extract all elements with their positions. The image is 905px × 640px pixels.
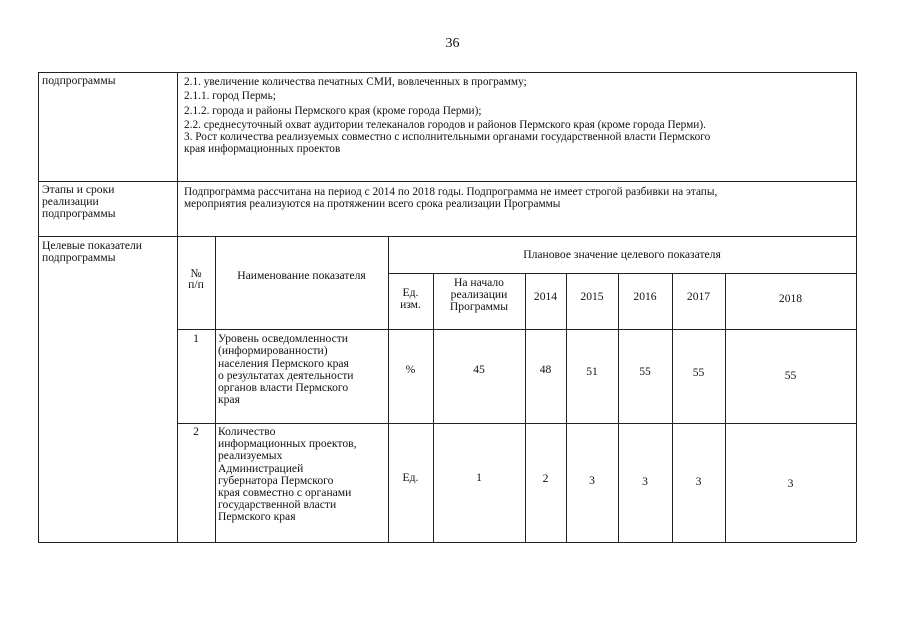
table-border-bottom (38, 542, 856, 543)
col-divider (388, 236, 389, 542)
goal-line: 2.2. среднесуточный охват аудитории телеканалов городов и районов Пермского края (кроме города Перми). (184, 118, 706, 131)
goal-line: края информационных проектов (184, 142, 341, 155)
item-unit: Ед. (402, 471, 419, 484)
header-divider (388, 273, 856, 274)
header-divider (177, 329, 856, 330)
item-divider (177, 423, 856, 424)
item-value-2017: 3 (695, 475, 702, 488)
item-value-2018: 3 (787, 477, 794, 490)
table-border-left (38, 72, 39, 542)
item-value-2017: 55 (692, 366, 705, 379)
col-divider (618, 273, 619, 542)
header-program-start: На начало реализации Программы (449, 276, 509, 313)
col-divider (566, 273, 567, 542)
item-start-value: 1 (476, 471, 482, 484)
header-year-2014: 2014 (533, 290, 558, 303)
item-value-2015: 51 (586, 365, 598, 378)
col-divider (525, 273, 526, 542)
header-year-2017: 2017 (686, 290, 711, 303)
header-plan-title: Плановое значение целевого показателя (523, 248, 721, 261)
header-year-2018: 2018 (778, 292, 803, 305)
row-label-indicators: Целевые показатели подпрограммы (42, 239, 142, 264)
subprogram-goals-text (184, 75, 854, 155)
item-name: Уровень осведомленности (информированности) населения Пермского края о результатах деятельности органов власти Пермского края (218, 332, 354, 407)
header-unit: Ед. изм. (400, 286, 421, 311)
col-divider (433, 273, 434, 542)
item-value-2015: 3 (589, 474, 595, 487)
passport-table (38, 72, 856, 542)
table-border-top (38, 72, 856, 73)
table-border-right (856, 72, 857, 542)
row-label-stages: Этапы и сроки реализации подпрограммы (42, 183, 116, 220)
goal-line: 2.1. увеличение количества печатных СМИ, вовлеченных в программу; (184, 76, 527, 88)
col-divider (672, 273, 673, 542)
item-value-2016: 3 (642, 475, 648, 488)
item-start-value: 45 (473, 363, 485, 376)
item-number: 1 (193, 332, 199, 345)
goal-line: 3. Рост количества реализуемых совместно с исполнительными органами государственной власти Пермского (184, 131, 711, 144)
header-number: № п/п (188, 267, 204, 291)
col-divider (725, 273, 726, 542)
row-label-subprogram: подпрограммы (42, 74, 116, 87)
header-year-2016: 2016 (633, 290, 657, 303)
row-divider (38, 181, 856, 182)
page-number: 36 (445, 36, 460, 51)
row-divider (38, 236, 856, 237)
goal-line: 2.1.2. города и районы Пермского края (кроме города Перми); (184, 104, 482, 117)
goal-line: 2.1.1. город Пермь; (184, 90, 276, 103)
item-name: Количество информационных проектов, реализуемых Администрацией губернатора Пермского края совместно с органами государственной власти Пермского края (218, 425, 357, 524)
stages-text: Подпрограмма рассчитана на период с 2014 по 2018 годы. Подпрограмма не имеет строгой разбивки на этапы, мероприятия реализуются на протяжении всего срока реализации Программы (184, 186, 718, 210)
header-indicator-name: Наименование показателя (237, 269, 366, 282)
item-value-2016: 55 (639, 365, 651, 378)
item-value-2018: 55 (784, 369, 797, 382)
item-value-2014: 48 (539, 363, 552, 376)
header-year-2015: 2015 (580, 290, 604, 303)
item-value-2014: 2 (542, 472, 549, 485)
item-number: 2 (193, 425, 199, 438)
item-unit: % (405, 363, 416, 376)
label-column-divider (177, 72, 178, 542)
